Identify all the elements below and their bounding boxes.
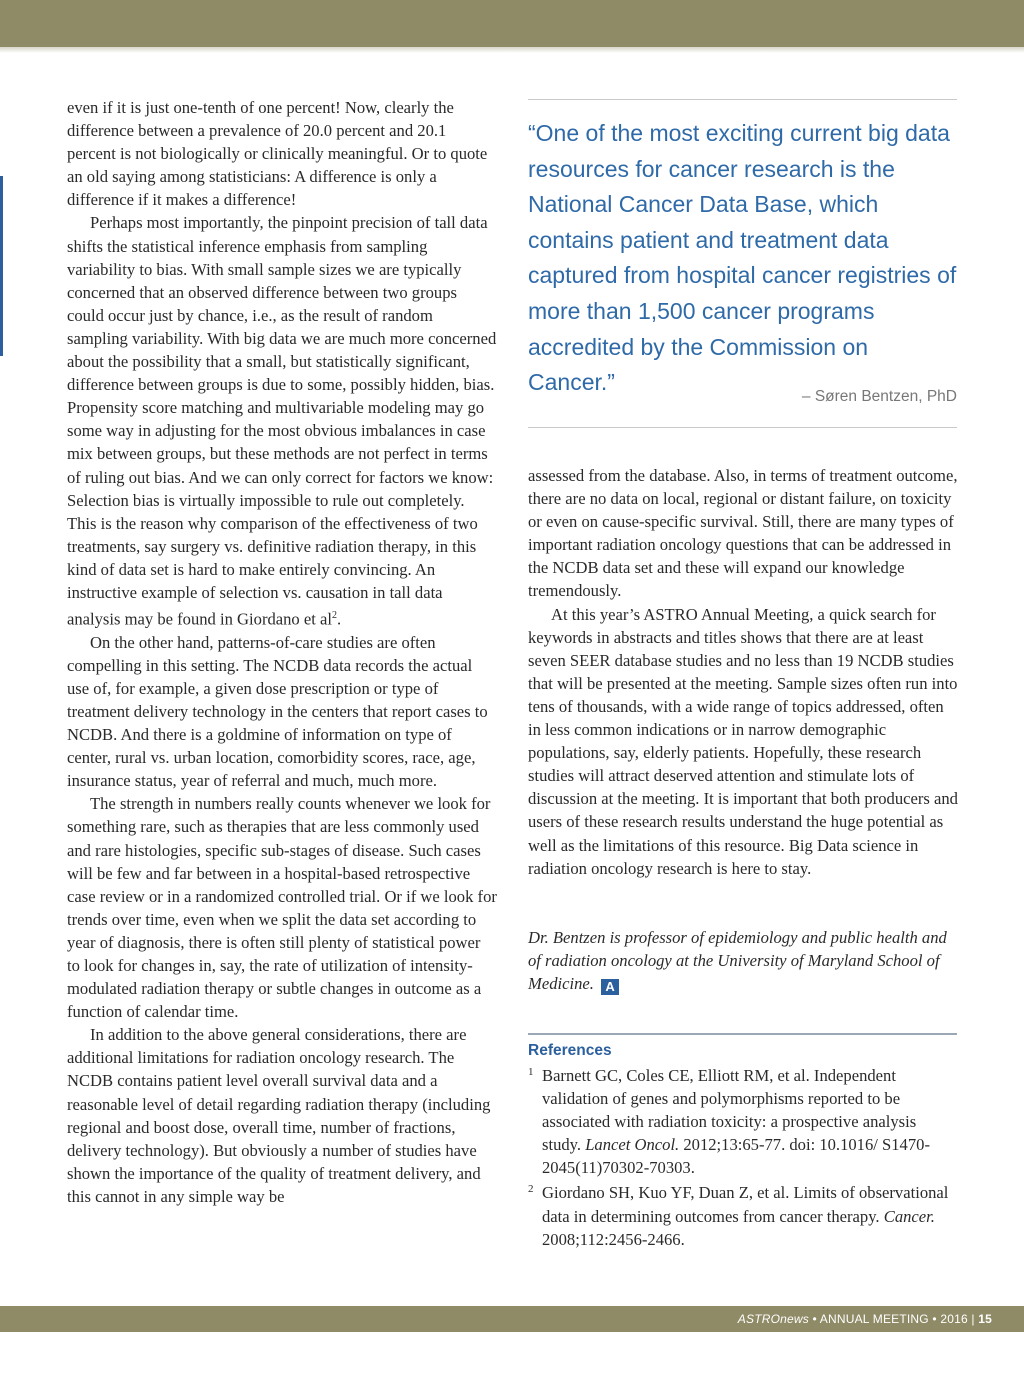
footer-section: ANNUAL MEETING: [819, 1312, 929, 1326]
footer-divider: |: [971, 1312, 975, 1326]
quote-bottom-rule: [528, 427, 957, 428]
footer: [738, 1306, 992, 1332]
left-paragraph-5: In addition to the above general considerations, there are additional limitations for radiation oncology research. The NCDB contains patient level overall survival data and a reasonable level of detail regarding radiation therapy (including regional and boost dose, overall time, number of fractions, delivery technology). But obviously a number of studies have shown the importance of the quality of treatment delivery, and this cannot in any simple way be: [67, 1025, 491, 1206]
left-column: [67, 96, 497, 1208]
reference-details: 2008;112:2456-2466.: [542, 1229, 685, 1249]
reference-item: [528, 1181, 958, 1250]
reference-authors: Barnett GC, Coles CE, Elliott RM, et al. Independent validation of genes and polymorphisms reported to be associated with radiation toxicity: a prospective analysis study.: [542, 1066, 917, 1155]
left-paragraph-2: [67, 211, 497, 630]
references-list: [528, 1064, 958, 1253]
left-paragraph-1: even if it is just one-tenth of one percent! Now, clearly the difference between a prevalence of 20.0 percent and 20.1 percent is not biologically or clinically meaningful. Or to quote an old saying among statisticians: A difference is only a difference if it makes a difference!: [67, 98, 488, 210]
author-bio-text: Dr. Bentzen is professor of epidemiology and public health and of radiation oncology at the University of Maryland School of Medicine.: [528, 928, 947, 994]
left-paragraph-3: On the other hand, patterns-of-care studies are often compelling in this setting. The NCDB data records the actual use of, for example, a given dose prescription or type of treatment delivery technology in the centers that report cases to NCDB. And there is a goldmine of information on type of center, rural vs. urban location, comorbidity scores, race, age, insurance status, year of referral and much, much more.: [67, 632, 488, 791]
astro-logo-icon: A: [601, 979, 619, 995]
footer-year: 2016: [940, 1312, 968, 1326]
left-paragraph-4: The strength in numbers really counts whenever we look for something rare, such as therapies that are less commonly used and rare histologies, specific sub-stages of disease. Such cases will be few and far between in a hospital-based retrospective case review or in a randomized controlled trial. Or if we look for trends over time, even when we split the data set according to year of diagnosis, there is often still plenty of statistical power to look for changes in, say, the rate of utilization of intensity-modulated radiation therapy or subtle changes in outcome as a function of calendar time.: [67, 794, 497, 1022]
header-bar-shadow: [0, 47, 1024, 53]
right-paragraph-2: At this year’s ASTRO Annual Meeting, a quick search for keywords in abstracts and titles shows that there are at least seven SEER database studies and no less than 19 NCDB studies that will be presented at the meeting. Sample sizes often run into tens of thousands, with a wide range of topics addressed, often in less common indications or in narrow demographic populations, say, elderly patients. Hopefully, these research studies will attract deserved attention and stimulate lots of discussion at the meeting. It is important that both producers and users of these research results understand the huge potential as well as the limitations of this resource. Big Data science in radiation oncology research is here to stay.: [528, 604, 958, 878]
footer-separator: •: [812, 1312, 817, 1326]
footer-separator: •: [932, 1312, 937, 1326]
page-number: 15: [978, 1312, 992, 1326]
pull-quote: “One of the most exciting current big data resources for cancer research is the National Cancer Data Base, which contains patient and treatment data captured from hospital cancer registries of more than 1,500 cancer programs accredited by the Commission on Cancer.”: [528, 120, 957, 396]
pull-quote-attribution: – Søren Bentzen, PhD: [801, 388, 957, 405]
header-bar: [0, 0, 1024, 47]
author-bio: [528, 926, 958, 995]
left-margin-accent: [0, 176, 3, 356]
right-paragraph-1: assessed from the database. Also, in terms of treatment outcome, there are no data on local, regional or distant failure, on toxicity or even on cause-specific survival. Still, there are many types of important radiation oncology questions that can be addressed in the NCDB data set and these will expand our knowledge tremendously.: [528, 466, 958, 601]
references-title: References: [528, 1042, 612, 1059]
reference-authors: Giordano SH, Kuo YF, Duan Z, et al. Limits of observational data in determining outcomes from cancer therapy.: [542, 1183, 949, 1226]
reference-journal: Cancer.: [883, 1206, 935, 1226]
left-paragraph-2-end: .: [336, 609, 342, 629]
right-column: [528, 464, 958, 880]
references-rule: [528, 1033, 957, 1035]
reference-journal: Lancet Oncol.: [585, 1135, 680, 1155]
citation-2: 2: [331, 610, 337, 622]
quote-top-rule: [528, 99, 957, 100]
reference-item: [528, 1064, 958, 1179]
reference-number: 1: [528, 1066, 534, 1078]
reference-details: 2012;13:65-77. doi: 10.1016/ S1470-2045(11)70302-70303.: [542, 1135, 930, 1178]
reference-number: 2: [528, 1183, 534, 1196]
footer-publication: ASTROnews: [737, 1312, 809, 1326]
left-paragraph-2-text: Perhaps most importantly, the pinpoint precision of tall data shifts the statistical inference emphasis from sampling variability to bias. With small sample sizes we are typically concerned that an observed difference between two groups could occur just by chance, i.e., as the result of random sampling variability. With big data we are much more concerned about the possibility that a small, but statistically significant, difference between groups is due to some, possibly hidden, bias. Propensity score matching and multivariable modeling may go some way in adjusting for the most obvious imbalances in case mix between groups, but these methods are not perfect in terms of ruling out bias. And we can only correct for factors we know: Selection bias is virtually impossible to rule out completely. This is the reason why comparison of the effectiveness of two treatments, say surgery vs. definitive radiation therapy, in this kind of data set is hard to make entirely convincing. An instructive example of selection vs. causation in tall data analysis may be found in Giordano et al: [67, 213, 497, 629]
